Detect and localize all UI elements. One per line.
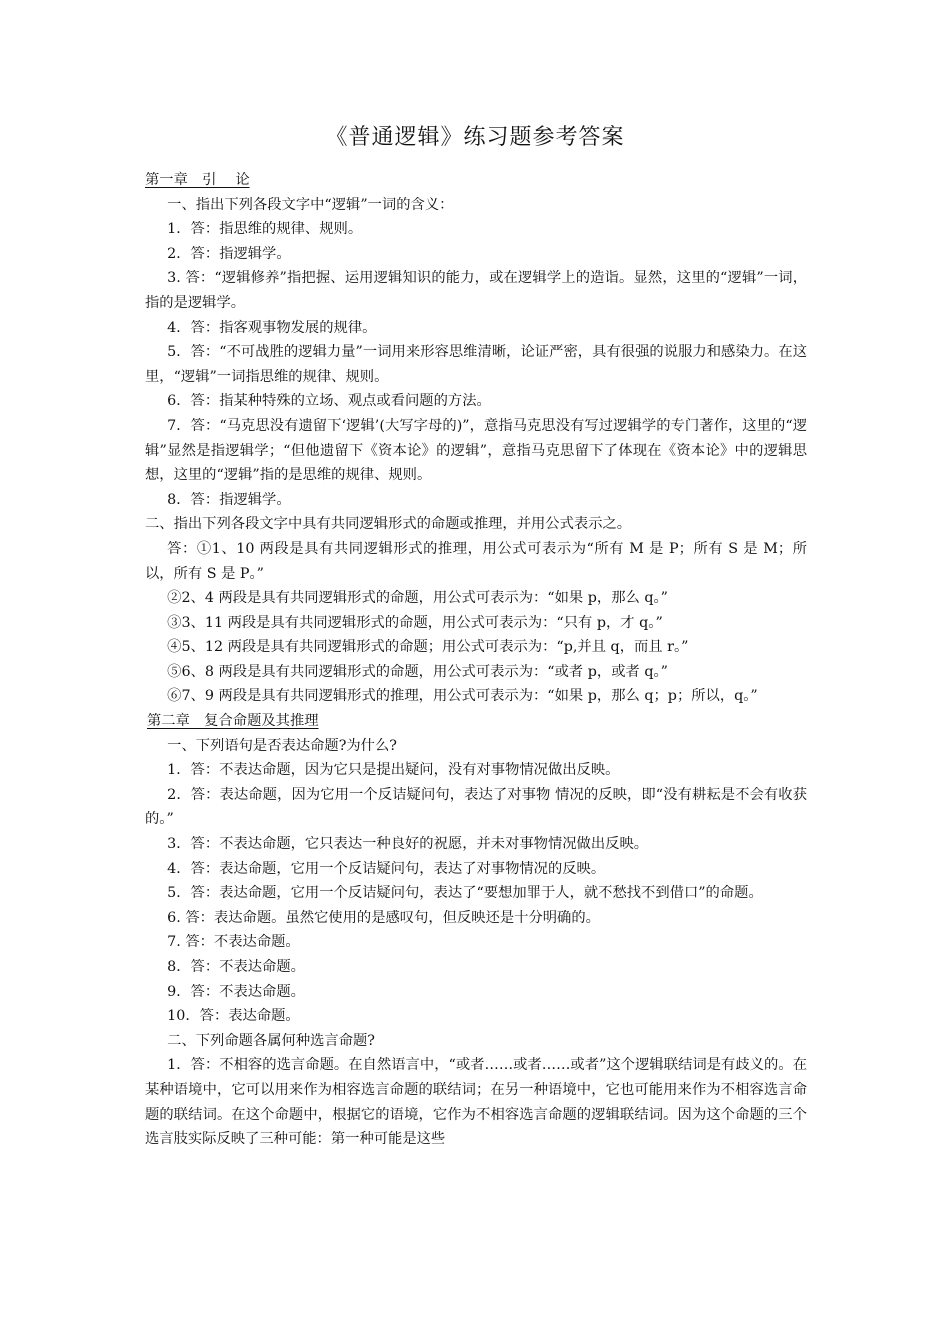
- answer-paragraph: 6．答：指某种特殊的立场、观点或看问题的方法。: [167, 393, 491, 410]
- answer-paragraph: 2．答：指逻辑学。: [167, 245, 291, 262]
- answer-paragraph: 6. 答：表达命题。虽然它使用的是感叹句，但反映还是十分明确的。: [167, 909, 600, 926]
- chapter-1-heading: 第一章 引 论: [145, 172, 250, 188]
- answer-paragraph: 8．答：指逻辑学。: [167, 491, 291, 508]
- answer-paragraph: ③3、11 两段是具有共同逻辑形式的命题，用公式可表示为：“只有 p，才 q。”: [167, 614, 663, 631]
- answer-paragraph: 4．答：指客观事物发展的规律。: [167, 319, 377, 336]
- answer-paragraph: 2．答：表达命题，因为它用一个反诘疑问句，表达了对事物 情况的反映，即“没有耕耘是不会有收获的。”: [145, 786, 807, 828]
- answer-paragraph: ②2、4 两段是具有共同逻辑形式的命题，用公式可表示为：“如果 p，那么 q。”: [167, 590, 668, 607]
- section-question: 二、下列命题各属何种选言命题?: [167, 1032, 375, 1049]
- answer-paragraph: 8．答：不表达命题。: [167, 959, 305, 975]
- answer-paragraph: 10．答：表达命题。: [167, 1008, 300, 1025]
- answer-paragraph: ④5、12 两段是具有共同逻辑形式的命题；用公式可表示为：“p,并且 q，而且 r。”: [167, 639, 689, 656]
- section-question: 二、指出下列各段文字中具有共同逻辑形式的命题或推理，并用公式表示之。: [145, 516, 632, 533]
- answer-paragraph: 3．答：不表达命题，它只表达一种良好的祝愿，并未对事物情况做出反映。: [167, 836, 649, 853]
- answer-paragraph: 7. 答：不表达命题。: [167, 934, 300, 951]
- answer-paragraph: 4．答：表达命题，它用一个反诘疑问句，表达了对事物情况的反映。: [167, 860, 606, 877]
- answer-paragraph: ⑤6、8 两段是具有共同逻辑形式的命题，用公式可表示为：“或者 p，或者 q。”: [167, 663, 668, 680]
- answer-paragraph: ⑥7、9 两段是具有共同逻辑形式的推理，用公式可表示为：“如果 p，那么 q；p；所以，q。”: [167, 688, 758, 705]
- answer-paragraph: 5．答：表达命题，它用一个反诘疑问句，表达了“要想加罪于人，就不愁找不到借口”的命题。: [167, 885, 763, 902]
- section-question: 一、下列语句是否表达命题?为什么?: [167, 737, 397, 754]
- answer-paragraph: 1．答：指思维的规律、规则。: [167, 221, 363, 238]
- answer-paragraph: 9．答：不表达命题。: [167, 983, 305, 1000]
- document-body: [145, 168, 807, 1152]
- document-title: 《普通逻辑》练习题参考答案: [325, 125, 625, 150]
- answer-paragraph: 5．答：“不可战胜的逻辑力量”一词用来形容思维清晰，论证严密，具有很强的说服力和感染力。在这里，“逻辑”一词指思维的规律、规则。: [145, 344, 807, 385]
- chapter-2-heading: 第二章 复合命题及其推理: [147, 713, 319, 730]
- answer-paragraph: 1．答：不相容的选言命题。在自然语言中，“或者……或者……或者”这个逻辑联结词是有歧义的。在某种语境中，它可以用来作为相容选言命题的联结词；在另一种语境中，它也可能用来作为不相容选言命题的联结词。在这个命题中，根据它的语境，它作为不相容选言命题的逻辑联结词。因为这个命题的三个选言肢实际反映了三种可能：第一种可能是这些: [145, 1057, 807, 1148]
- answer-paragraph: 答：①1、10 两段是具有共同逻辑形式的推理，用公式可表示为“所有 M 是 P；所有 S 是 M；所以，所有 S 是 P。”: [145, 540, 807, 582]
- answer-paragraph: 7．答：“马克思没有遗留下‘逻辑’(大写字母的)”，意指马克思没有写过逻辑学的专门著作，这里的“逻辑”显然是指逻辑学；“但他遗留下《资本论》的逻辑”，意指马克思留下了体现在《资本论》中的逻辑思想，这里的“逻辑”指的是思维的规律、规则。: [145, 417, 807, 484]
- section-question: 一、指出下列各段文字中“逻辑”一词的含义：: [167, 196, 454, 213]
- answer-paragraph: 1．答：不表达命题，因为它只是提出疑问，没有对事物情况做出反映。: [167, 762, 620, 779]
- answer-paragraph: 3. 答：“逻辑修养”指把握、运用逻辑知识的能力，或在逻辑学上的造诣。显然，这里的“逻辑”一词，指的是逻辑学。: [145, 270, 807, 311]
